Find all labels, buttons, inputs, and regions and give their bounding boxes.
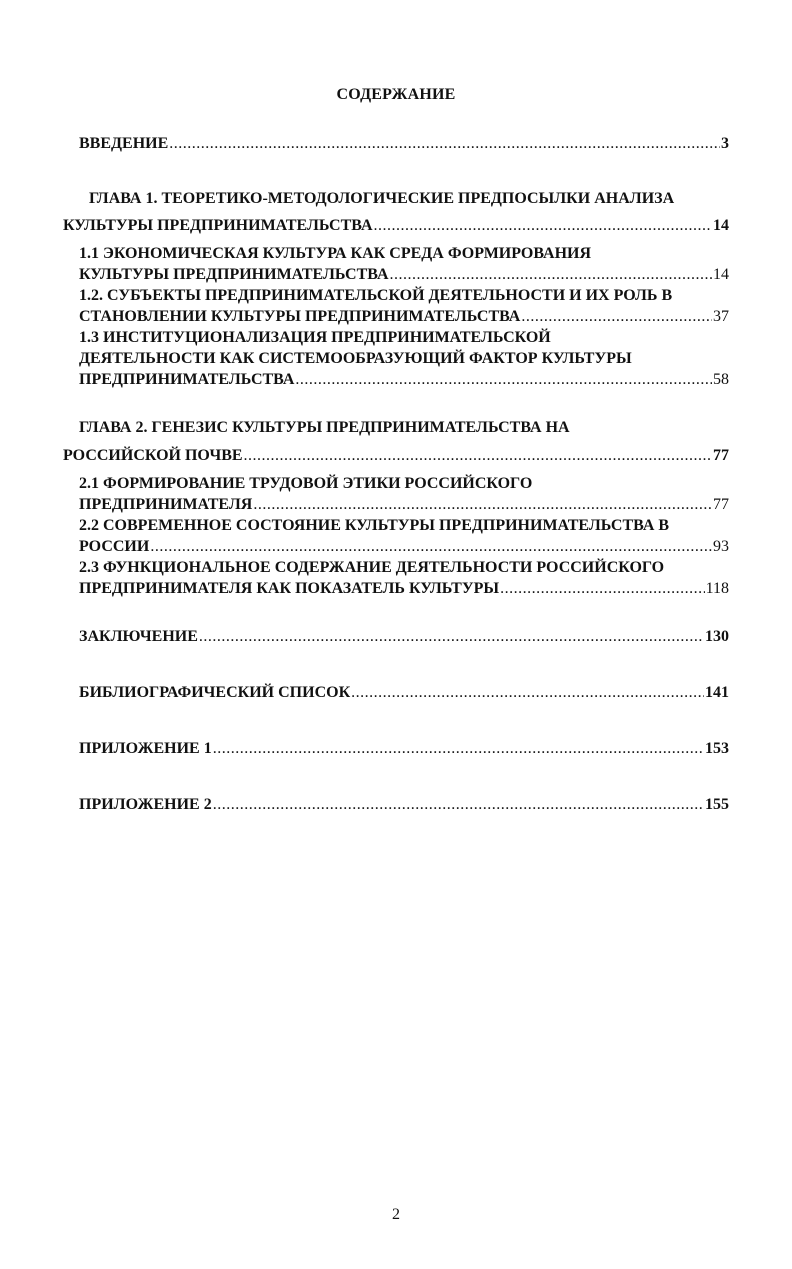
toc-entry-text: 2.3 ФУНКЦИОНАЛЬНОЕ СОДЕРЖАНИЕ ДЕЯТЕЛЬНОСТИ РОССИЙСКОГО [79,559,665,576]
toc-entry-text: ГЛАВА 1. ТЕОРЕТИКО-МЕТОДОЛОГИЧЕСКИЕ ПРЕДПОСЫЛКИ АНАЛИЗА [89,190,675,207]
toc-leader [351,683,704,703]
toc-entry-section-2-3[interactable] [79,579,729,599]
toc-entry-text: 1.2. СУБЪЕКТЫ ПРЕДПРИНИМАТЕЛЬСКОЙ ДЕЯТЕЛЬНОСТИ И ИХ РОЛЬ В [79,287,673,304]
toc-entry-text: ЗАКЛЮЧЕНИЕ [79,628,198,645]
toc-entry-text: 1.3 ИНСТИТУЦИОНАЛИЗАЦИЯ ПРЕДПРИНИМАТЕЛЬСКОЙ [79,329,551,346]
toc-entry-page: 118 [705,580,729,597]
toc-entry-page: 77 [713,447,729,464]
toc-section-1-2-heading [79,286,672,306]
toc-entry-conclusion[interactable] [79,627,729,647]
page-title: СОДЕРЖАНИЕ [336,86,456,103]
toc-entry-page: 153 [705,740,729,757]
toc-entry-text: РОССИИ [79,538,150,555]
toc-section-2-1-heading [79,474,532,494]
toc-section-2-3-heading [79,558,664,578]
toc-entry-page: 130 [705,628,729,645]
toc-entry-text: 1.1 ЭКОНОМИЧЕСКАЯ КУЛЬТУРА КАК СРЕДА ФОРМИРОВАНИЯ [79,245,592,262]
toc-entry-text: 2.2 СОВРЕМЕННОЕ СОСТОЯНИЕ КУЛЬТУРЫ ПРЕДПРИНИМАТЕЛЬСТВА В [79,517,670,534]
toc-leader [253,495,712,515]
toc-entry-appendix-1[interactable] [79,739,729,759]
toc-entry-text: ПРИЛОЖЕНИЕ 2 [79,796,212,813]
toc-entry-text: ПРИЛОЖЕНИЕ 1 [79,740,212,757]
toc-entry-page: 77 [713,496,729,513]
toc-entry-text: ГЛАВА 2. ГЕНЕЗИС КУЛЬТУРЫ ПРЕДПРИНИМАТЕЛЬСТВА НА [79,419,570,436]
toc-leader [500,579,705,599]
toc-section-1-3-heading [79,328,551,348]
page-number: 2 [392,1206,400,1223]
toc-entry-text: КУЛЬТУРЫ ПРЕДПРИНИМАТЕЛЬСТВА [79,266,389,283]
toc-entry-page: 14 [713,217,729,234]
toc-entry-chapter-2[interactable] [63,446,729,466]
toc-entry-section-2-2[interactable] [79,537,729,557]
toc-leader [390,265,713,285]
toc-entry-section-1-1[interactable] [79,265,729,285]
toc-entry-text: ПРЕДПРИНИМАТЕЛЬСТВА [79,371,295,388]
toc-entry-page: 141 [705,684,729,701]
toc-leader [295,370,712,390]
toc-entry-text: БИБЛИОГРАФИЧЕСКИЙ СПИСОК [79,684,351,701]
toc-entry-text: СТАНОВЛЕНИИ КУЛЬТУРЫ ПРЕДПРИНИМАТЕЛЬСТВА [79,308,521,325]
toc-leader [244,446,712,466]
toc-leader [150,537,712,557]
toc-entry-page: 93 [713,538,729,555]
toc-entry-text: ПРЕДПРИНИМАТЕЛЯ [79,496,253,513]
toc-chapter-2-heading [79,418,570,438]
toc-entry-text: КУЛЬТУРЫ ПРЕДПРИНИМАТЕЛЬСТВА [63,217,373,234]
toc-section-2-2-heading [79,516,669,536]
toc-leader [213,739,704,759]
toc-entry-page: 3 [721,135,729,152]
toc-entry-section-1-3[interactable] [79,370,729,390]
toc-entry-text: ВВЕДЕНИЕ [79,135,169,152]
toc-entry-introduction[interactable] [79,134,729,154]
toc-entry-page: 155 [705,796,729,813]
toc-leader [199,627,704,647]
toc-entry-page: 14 [713,266,729,283]
toc-entry-bibliography[interactable] [79,683,729,703]
toc-leader [521,307,712,327]
toc-leader [374,216,713,236]
toc-entry-text: 2.1 ФОРМИРОВАНИЕ ТРУДОВОЙ ЭТИКИ РОССИЙСКОГО [79,475,533,492]
toc-entry-section-2-1[interactable] [79,495,729,515]
toc-entry-section-1-2[interactable] [79,307,729,327]
toc-entry-page: 37 [713,308,729,325]
toc-entry-appendix-2[interactable] [79,795,729,815]
toc-chapter-1-heading [89,189,674,209]
toc-entry-text: ПРЕДПРИНИМАТЕЛЯ КАК ПОКАЗАТЕЛЬ КУЛЬТУРЫ [79,580,500,597]
toc-entry-chapter-1[interactable] [63,216,729,236]
toc-leader [213,795,704,815]
toc-entry-page: 58 [713,371,729,388]
toc-section-1-1-heading [79,244,591,264]
toc-section-1-3-heading-cont [79,349,632,369]
toc-leader [169,134,720,154]
toc-entry-text: ДЕЯТЕЛЬНОСТИ КАК СИСТЕМООБРАЗУЮЩИЙ ФАКТОР КУЛЬТУРЫ [79,350,632,367]
toc-entry-text: РОССИЙСКОЙ ПОЧВЕ [63,447,243,464]
